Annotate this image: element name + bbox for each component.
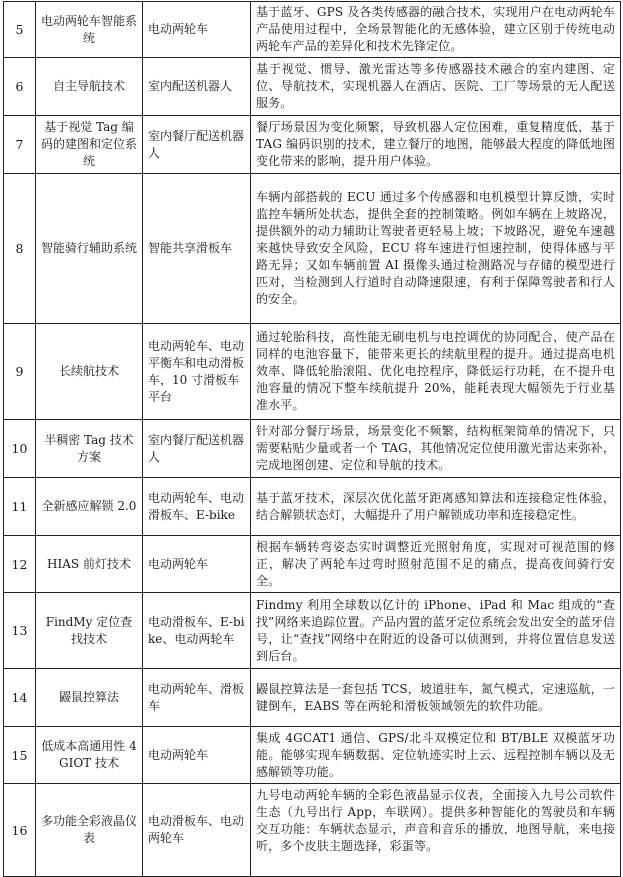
table-row: [4, 58, 621, 116]
technology-name: 智能骑行辅助系统: [36, 174, 143, 324]
row-number: 8: [4, 174, 36, 324]
technology-description: 基于视觉、惯导、激光雷达等多传感器技术融合的室内建图、定位、导航技术，实现机器人在酒店、医院、工厂等场景的无人配送服务。: [251, 58, 621, 116]
row-number: 7: [4, 116, 36, 174]
table-row: [4, 116, 621, 174]
row-number: 14: [4, 669, 36, 727]
table-row: [4, 478, 621, 536]
technology-name: 多功能全彩液晶仪表: [36, 784, 143, 877]
applied-product: 智能共享滑板车: [143, 174, 251, 324]
applied-product: 室内配送机器人: [143, 58, 251, 116]
technology-description: 鼹鼠控算法是一套包括 TCS，坡道驻车，氮气模式，定速巡航，一键倒车，EABS 等在两轮和滑板领域领先的软件功能。: [251, 669, 621, 727]
technology-name: FindMy 定位查找技术: [36, 593, 143, 669]
table-row: [4, 420, 621, 478]
technology-description: 通过轮胎科技，高性能无刷电机与电控调优的协同配合，使产品在同样的电池容量下，能带来更长的续航里程的提升。通过提高电机效率、降低轮胎滚阻、优化电控程序，降低运行功耗，在不提升电池容量的情况下整车续航提升 20%，能耗表现大幅领先于行业基准水平。: [251, 324, 621, 420]
row-number: 10: [4, 420, 36, 478]
row-number: 5: [4, 2, 36, 58]
technology-name: 鼹鼠控算法: [36, 669, 143, 727]
technology-description: 针对部分餐厅场景，场景变化不频繁，结构框架简单的情况下，只需要粘贴少量或者一个 TAG，其他情况定位使用激光雷达来弥补，完成地图创建、定位和导航的技术。: [251, 420, 621, 478]
row-number: 13: [4, 593, 36, 669]
row-number: 15: [4, 727, 36, 784]
applied-product: 电动两轮车、电动滑板车、E-bike: [143, 478, 251, 536]
row-number: 12: [4, 536, 36, 593]
technology-description: 基于蓝牙、GPS 及各类传感器的融合技术，实现用户在电动两轮车产品使用过程中，全场景智能化的无感体验，建立区别于传统电动两轮车产品的差异化和技术先锋定位。: [251, 2, 621, 58]
technology-name: 电动两轮车智能系统: [36, 2, 143, 58]
technology-name: 基于视觉 Tag 编码的建图和定位系统: [36, 116, 143, 174]
table-row: [4, 324, 621, 420]
technology-description: 根据车辆转弯姿态实时调整近光照射角度，实现对可视范围的修正，解决了两轮车过弯时照射范围不足的痛点，提高夜间骑行安全。: [251, 536, 621, 593]
technology-description: 餐厅场景因为变化频繁，导致机器人定位困难，重复精度低，基于 TAG 编码识别的技术，建立餐厅的地图，能够最大程度的降低地图变化带来的影响，提升用户体验。: [251, 116, 621, 174]
applied-product: 室内餐厅配送机器人: [143, 420, 251, 478]
table-row: [4, 536, 621, 593]
table-row: [4, 727, 621, 784]
row-number: 16: [4, 784, 36, 877]
applied-product: 电动两轮车、滑板车: [143, 669, 251, 727]
technology-description: Findmy 利用全球数以亿计的 iPhone、iPad 和 Mac 组成的“查找”网络来追踪位置。产品内置的蓝牙定位系统会发出安全的蓝牙信号，让“查找”网络中在附近的设备可以侦测到，并将位置信息发送到后台。: [251, 593, 621, 669]
technology-name: 低成本高通用性 4GIOT 技术: [36, 727, 143, 784]
table-row: [4, 2, 621, 58]
applied-product: 电动两轮车、电动平衡车和电动滑板车，10 寸滑板车平台: [143, 324, 251, 420]
row-number: 9: [4, 324, 36, 420]
table-row: [4, 669, 621, 727]
technology-description: 集成 4GCAT1 通信、GPS/北斗双模定位和 BT/BLE 双模蓝牙功能。能够实现车辆数据、定位轨迹实时上云、远程控制车辆以及无感解锁等功能。: [251, 727, 621, 784]
table-row: [4, 784, 621, 877]
technology-name: 长续航技术: [36, 324, 143, 420]
technology-description: 九号电动两轮车辆的全彩色液晶显示仪表，全面接入九号公司软件生态（九号出行 App，车联网）。提供多种智能化的驾驶员和车辆交互功能：车辆状态显示，声音和音乐的播放，地图导航，来电接听，多个皮肤主题选择，彩蛋等。: [251, 784, 621, 877]
applied-product: 电动两轮车: [143, 536, 251, 593]
applied-product: 室内餐厅配送机器人: [143, 116, 251, 174]
technology-name: 半稠密 Tag 技术方案: [36, 420, 143, 478]
technology-description: 基于蓝牙技术，深层次优化蓝牙距离感知算法和连接稳定性体验，结合解锁状态灯，大幅提升了用户解锁成功率和连接稳定性。: [251, 478, 621, 536]
row-number: 6: [4, 58, 36, 116]
applied-product: 电动滑板车、E-bike、电动两轮车: [143, 593, 251, 669]
table-row: [4, 593, 621, 669]
technology-name: HIAS 前灯技术: [36, 536, 143, 593]
technology-description: 车辆内部搭载的 ECU 通过多个传感器和电机模型计算反馈，实时监控车辆所处状态，提供全套的控制策略。例如车辆在上坡路况，提供额外的动力辅助让驾驶者更轻易上坡；下坡路况，避免车速越来越快导致安全风险，ECU 将车速进行恒速控制，使得体感与平路无异；又如车辆前置 AI 摄像头通过检测路况与存储的模型进行匹对，当检测到人行道时自动降速限速，有利于保障驾驶者和行人的安全。: [251, 174, 621, 324]
applied-product: 电动两轮车: [143, 2, 251, 58]
technology-name: 自主导航技术: [36, 58, 143, 116]
row-number: 11: [4, 478, 36, 536]
core-technology-table: [3, 1, 621, 877]
applied-product: 电动两轮车: [143, 727, 251, 784]
technology-name: 全新感应解锁 2.0: [36, 478, 143, 536]
table-row: [4, 174, 621, 324]
applied-product: 电动滑板车、电动两轮车: [143, 784, 251, 877]
